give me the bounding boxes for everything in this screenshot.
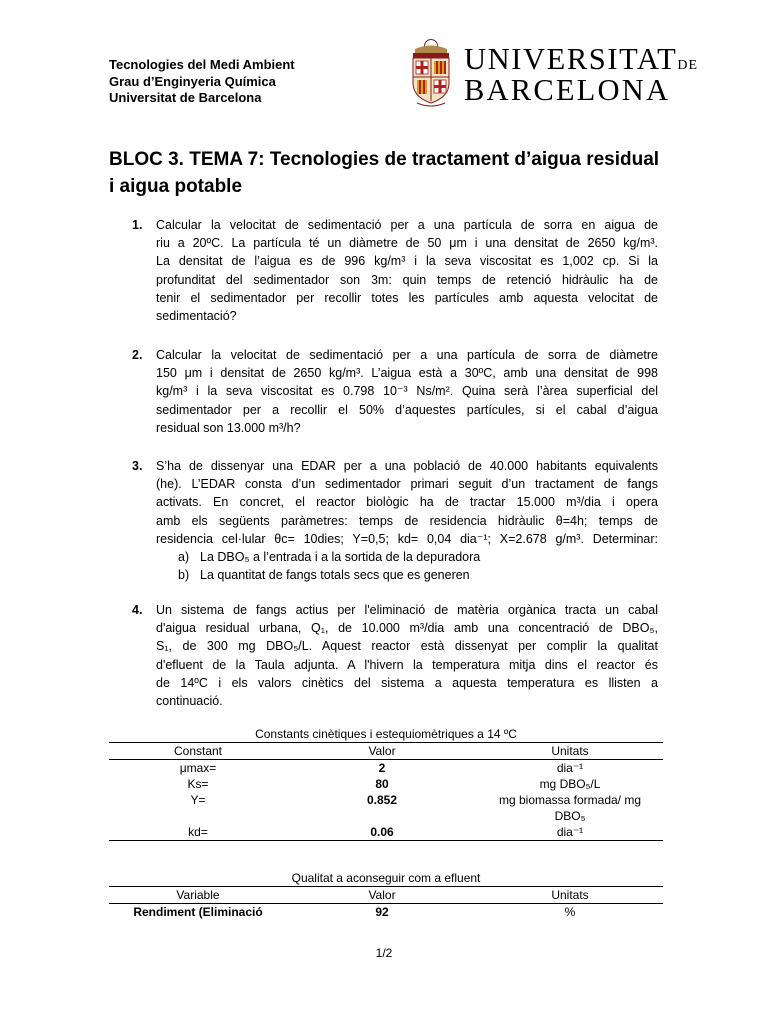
table-header-row xyxy=(109,887,663,904)
problem-line: S’ha de dissenyar una EDAR per a una població de 40.000 habitants equivalents xyxy=(156,459,658,473)
table-cell: dia⁻¹ xyxy=(556,761,584,775)
problem-line: activats. En concret, el reactor biològic ha de tractar 15.000 m³/dia i opera xyxy=(156,495,658,510)
logo-wordmark-top: UNIVERSITATDE xyxy=(464,42,699,76)
problem-line: S₁, de 300 mg DBO₅/L. Aquest reactor està dissenyat per complir la qualitat xyxy=(156,639,658,654)
table-header-row xyxy=(109,743,663,760)
problem-line: amb els següents paràmetres: temps de residencia hidràulic θ=4h; temps de xyxy=(156,513,658,528)
problem-line: d'efluent de la Taula adjunta. A l'hivern la temperatura mitja dins el reactor és xyxy=(156,657,658,672)
problem-number: 2. xyxy=(132,348,143,362)
problem-1 xyxy=(109,216,658,325)
problem-line: Calcular la velocitat de sedimentació per a una partícula de sorra en aigua de xyxy=(156,218,658,232)
table-cell: kd= xyxy=(109,824,287,841)
problem-number: 1. xyxy=(132,218,143,232)
problem-line: de 14ºC i els valors cinètics del sistema a aquesta temperatura es llisten a xyxy=(156,675,658,690)
sub-question-label: b) xyxy=(178,568,190,583)
table-cell: 0.06 xyxy=(287,824,477,841)
column-header: Unitats xyxy=(477,887,663,904)
effluent-quality-table xyxy=(109,870,663,920)
problem-2 xyxy=(109,346,658,437)
problem-line: residual son 13.000 m³/h? xyxy=(156,420,301,435)
table-row xyxy=(109,792,663,824)
table-cell: 80 xyxy=(375,777,389,791)
problem-line: sedimentador per a recollir el 50% d’aquestes partícules, si el cabal d’aigua xyxy=(156,402,658,417)
table-row xyxy=(109,824,663,841)
problem-line: (he). L’EDAR consta d’un sedimentador primari seguit d’un tractament de fangs xyxy=(156,477,658,492)
sub-question-a xyxy=(178,548,658,566)
problem-text xyxy=(156,346,658,437)
sub-question-text: La quantitat de fangs totals secs que es generen xyxy=(200,568,470,583)
table-row xyxy=(109,904,663,921)
problem-line: d'aigua residual urbana, Q₁, de 10.000 m³/dia amb una concentració de DBO₅, xyxy=(156,621,658,636)
table-cell: 2 xyxy=(378,761,386,775)
page-number: 1/2 xyxy=(375,946,393,960)
problem-line: riu a 20ºC. La partícula té un diàmetre de 50 μm i una densitat de 2650 kg/m³. xyxy=(156,236,658,251)
problem-text xyxy=(156,457,658,548)
problem-line: tenir el sedimentador per recollir totes les partícules amb aquesta velocitat de xyxy=(156,290,658,305)
table-cell: Y= xyxy=(190,793,206,807)
column-header: Unitats xyxy=(477,743,663,760)
table-cell: 92 xyxy=(375,905,389,919)
problem-line: 150 μm i densitat de 2650 kg/m³. L’aigua està a 30ºC, amb una densitat de 998 xyxy=(156,366,658,381)
table-cell: μmax= xyxy=(179,761,217,775)
problem-line: continuació. xyxy=(156,694,223,709)
problem-3 xyxy=(109,457,658,584)
column-header: Variable xyxy=(109,887,287,904)
problem-text xyxy=(156,216,658,325)
table-cell: Ks= xyxy=(187,777,209,791)
problem-4 xyxy=(109,601,658,710)
table xyxy=(109,886,663,920)
sub-question-list xyxy=(178,548,658,584)
kinetic-constants-table xyxy=(109,726,663,841)
table-row xyxy=(109,760,663,777)
problem-line: La densitat de l’aigua es de 996 kg/m³ i la seva viscositat es 1,002 cp. Si la xyxy=(156,254,658,269)
problem-line: Un sistema de fangs actius per l'eliminació de matèria orgànica tracta un cabal xyxy=(156,603,658,617)
university-logo xyxy=(407,39,699,109)
sub-question-b xyxy=(178,566,658,584)
problem-line: residencia cel·lular θc= 10dies; Y=0,5; kd= 0,04 dia⁻¹; X=2.678 g/m³. Determinar: xyxy=(156,531,658,546)
table-caption: Qualitat a aconseguir com a efluent xyxy=(291,871,481,885)
sub-question-label: a) xyxy=(178,550,190,565)
table xyxy=(109,742,663,841)
table-cell: 0.852 xyxy=(366,793,398,807)
logo-wordmark-bottom: BARCELONA xyxy=(464,73,671,107)
table-cell: mg biomassa formada/ mg DBO₅ xyxy=(498,793,642,823)
problem-line: profunditat del sedimentador son 3m: quin temps de retenció hidràulic ha de xyxy=(156,272,658,287)
sub-question-text: La DBO₅ a l’entrada i a la sortida de la depuradora xyxy=(200,550,481,565)
column-header: Valor xyxy=(287,743,477,760)
course-header xyxy=(109,57,295,107)
degree-name: Grau d’Enginyeria Química xyxy=(109,73,276,89)
table-cell: Rendiment (Eliminació xyxy=(133,905,263,919)
problem-line: Calcular la velocitat de sedimentació per a una partícula de sorra de diàmetre xyxy=(156,348,658,362)
problem-number: 3. xyxy=(132,459,143,473)
table-cell: % xyxy=(564,905,576,919)
problem-line: sedimentació? xyxy=(156,309,237,324)
column-header: Valor xyxy=(287,887,477,904)
problem-number: 4. xyxy=(132,603,143,617)
ub-shield-icon xyxy=(407,39,455,109)
university-name: Universitat de Barcelona xyxy=(109,90,262,105)
table-caption: Constants cinètiques i estequiomètriques a 14 ºC xyxy=(255,727,517,741)
table-cell: dia⁻¹ xyxy=(477,824,663,841)
document-title: BLOC 3. TEMA 7: Tecnologies de tractament d’aigua residual i aigua potable xyxy=(109,149,660,197)
table-row xyxy=(109,776,663,792)
problem-line: kg/m³ i la seva viscositat es 0.798 10⁻³ Ns/m². Quina serà l’àrea superficial del xyxy=(156,384,658,399)
problem-text xyxy=(156,601,658,710)
table-cell: mg DBO₅/L xyxy=(539,777,601,791)
course-name: Tecnologies del Medi Ambient xyxy=(109,57,295,72)
column-header: Constant xyxy=(109,743,287,760)
